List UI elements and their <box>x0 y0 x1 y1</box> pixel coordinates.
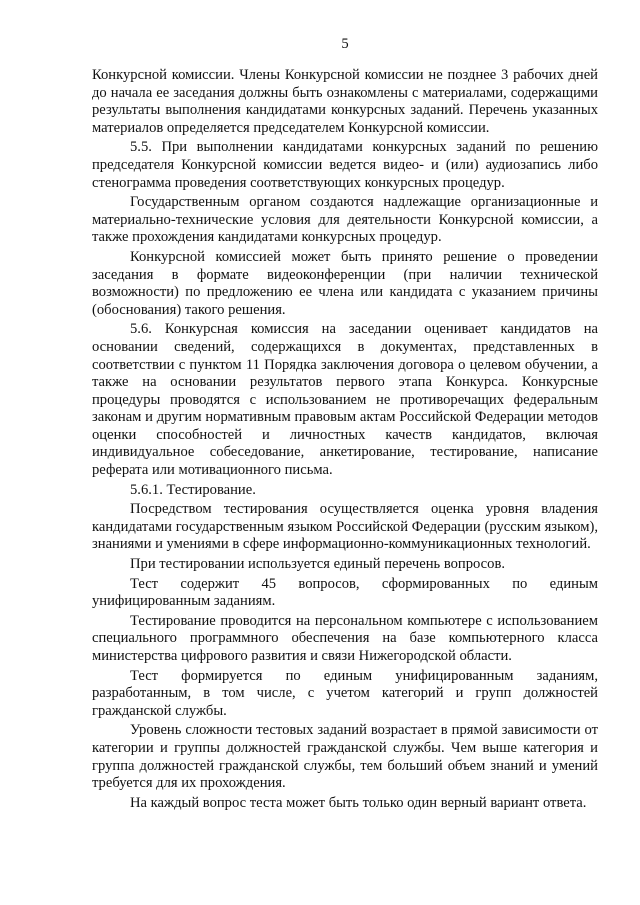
document-body <box>92 67 598 814</box>
paragraph-difficulty: Уровень сложности тестовых заданий возрастает в прямой зависимости от категории и группы должностей гражданской службы. Чем выше категория и группа должностей гражданской службы, тем больший объем знаний и умений требуется для их прохождения. <box>92 722 598 792</box>
paragraph-question-list: При тестировании используется единый перечень вопросов. <box>130 556 505 573</box>
paragraph-test-contents: Тест содержит 45 вопросов, сформированных по единым унифицированным заданиям. <box>92 575 598 610</box>
paragraph-conditions: Государственным органом создаются надлежащие организационные и материально-технические условия для деятельности Конкурсной комиссии, а также прохождения кандидатами конкурсных процедур. <box>92 194 598 246</box>
paragraph-testing-purpose: Посредством тестирования осуществляется оценка уровня владения кандидатами государственным языком Российской Федерации (русским языком), знаниями и умениями в сфере информационно-коммуникационных технологий. <box>92 501 598 553</box>
paragraph-5-5: 5.5. При выполнении кандидатами конкурсных заданий по решению председателя Конкурсной комиссии ведется видео- и (или) аудиозапись либо стенограмма проведения соответствующих конкурсных процедур. <box>92 139 598 191</box>
paragraph-testing-location: Тестирование проводится на персональном компьютере с использованием специального программного обеспечения на базе компьютерного класса министерства цифрового развития и связи Нижегородской области. <box>92 612 598 664</box>
page-number: 5 <box>341 36 349 52</box>
paragraph-5-6: 5.6. Конкурсная комиссия на заседании оценивает кандидатов на основании сведений, содержащихся в документах, представленных в соответствии с пунктом 11 Порядка заключения договора о целевом обучении, а также на основании результатов первого этапа Конкурса. Конкурсные процедуры проводятся с использованием не противоречащих федеральным законам и другим нормативным правовым актам Российской Федерации методов оценки способностей и личностных качеств кандидатов, включая индивидуальное собеседование, анкетирование, тестирование, написание реферата или мотивационного письма. <box>92 321 598 479</box>
paragraph-5-6-1-heading: 5.6.1. Тестирование. <box>130 481 256 498</box>
paragraph-videoconference: Конкурсной комиссией может быть принято решение о проведении заседания в формате видеоконференции (при наличии технической возможности) по предложению ее члена или кандидата с указанием причины (обоснования) такого решения. <box>92 248 598 318</box>
paragraph-continuation: Конкурсной комиссии. Члены Конкурсной комиссии не позднее 3 рабочих дней до начала ее заседания должны быть ознакомлены с материалами, содержащими результаты выполнения кандидатами конкурсных заданий. Перечень указанных материалов определяется председателем Конкурсной комиссии. <box>92 67 598 136</box>
paragraph-test-formation: Тест формируется по единым унифицированным заданиям, разработанным, в том числе, с учетом категорий и групп должностей гражданской службы. <box>92 667 598 719</box>
paragraph-single-answer: На каждый вопрос теста может быть только один верный вариант ответа. <box>130 794 587 811</box>
